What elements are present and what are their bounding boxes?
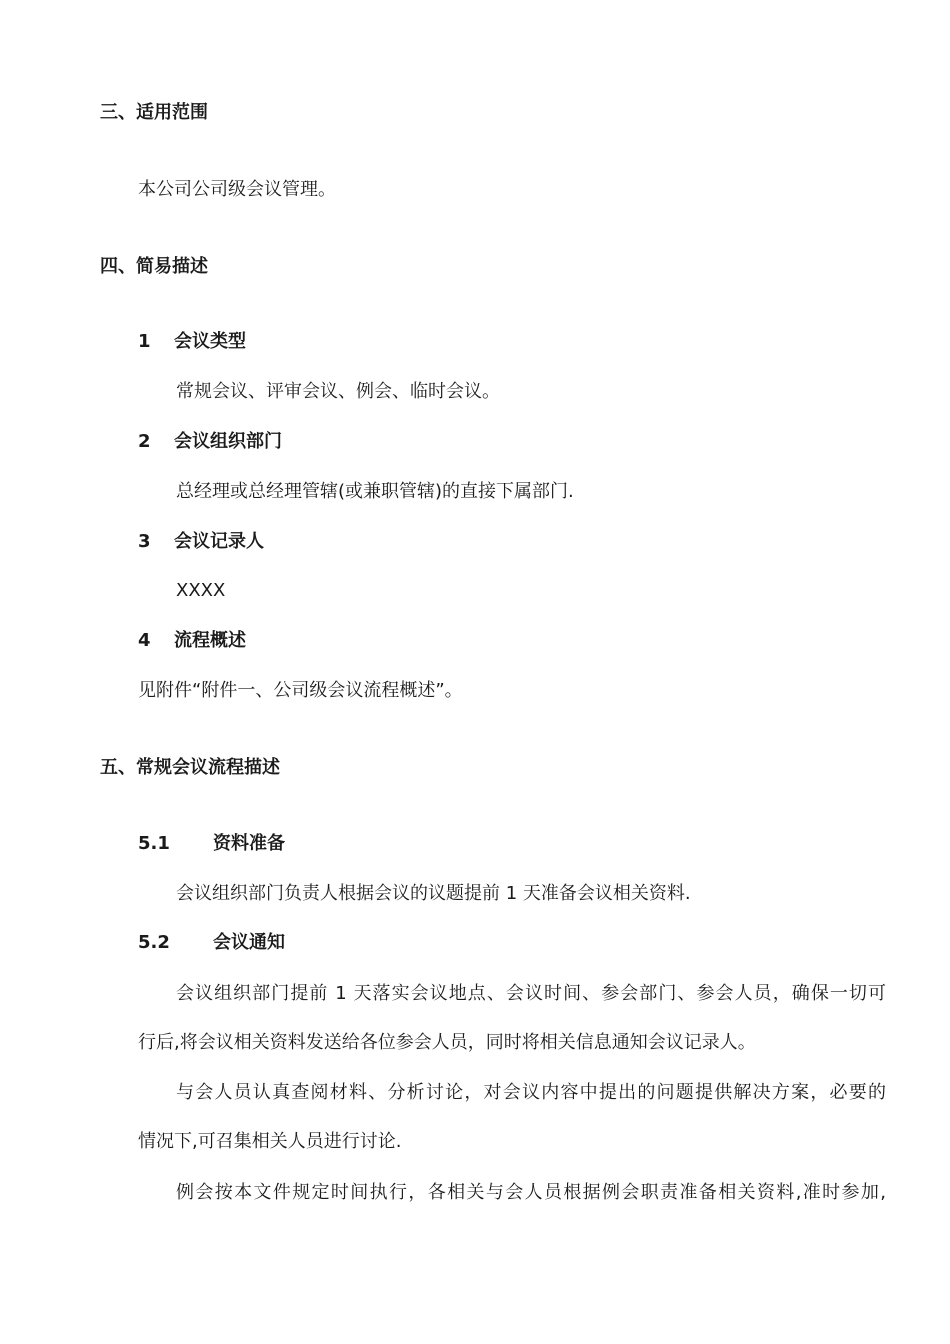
section-5-heading: 五、常规会议流程描述 (100, 757, 280, 778)
item-1-number: 1 (138, 331, 151, 352)
sub-5-1-number: 5.1 (138, 833, 170, 854)
item-4-number: 4 (138, 630, 151, 651)
item-4-label: 流程概述 (174, 630, 246, 651)
item-3-text: XXXX (176, 580, 226, 601)
sub-5-2-para-2-line-2: 情况下,可召集相关人员进行讨论. (138, 1131, 402, 1152)
section-4-heading: 四、简易描述 (100, 256, 208, 277)
item-2-number: 2 (138, 431, 151, 452)
item-2-text: 总经理或总经理管辖(或兼职管辖)的直接下属部门. (176, 481, 574, 502)
item-2-label: 会议组织部门 (174, 431, 282, 452)
sub-5-1-text: 会议组织部门负责人根据会议的议题提前 1 天准备会议相关资料. (176, 883, 691, 904)
sub-5-1-label: 资料准备 (213, 833, 285, 854)
item-1-label: 会议类型 (174, 331, 246, 352)
item-3-number: 3 (138, 531, 151, 552)
section-3-heading: 三、适用范围 (100, 102, 208, 123)
item-4-text: 见附件“附件一、公司级会议流程概述”。 (138, 680, 463, 701)
item-1-text: 常规会议、评审会议、例会、临时会议。 (176, 381, 500, 402)
sub-5-2-para-1-line-2: 行后,将会议相关资料发送给各位参会人员，同时将相关信息通知会议记录人。 (138, 1032, 756, 1053)
sub-5-2-para-3-line-1: 例会按本文件规定时间执行，各相关与会人员根据例会职责准备相关资料,准时参加, (176, 1182, 886, 1203)
sub-5-2-number: 5.2 (138, 932, 170, 953)
section-3-body: 本公司公司级会议管理。 (138, 179, 336, 200)
item-3-label: 会议记录人 (174, 531, 264, 552)
sub-5-2-para-2-line-1: 与会人员认真查阅材料、分析讨论，对会议内容中提出的问题提供解决方案，必要的 (176, 1082, 886, 1103)
sub-5-2-para-1-line-1: 会议组织部门提前 1 天落实会议地点、会议时间、参会部门、参会人员，确保一切可 (176, 983, 886, 1004)
sub-5-2-label: 会议通知 (213, 932, 285, 953)
